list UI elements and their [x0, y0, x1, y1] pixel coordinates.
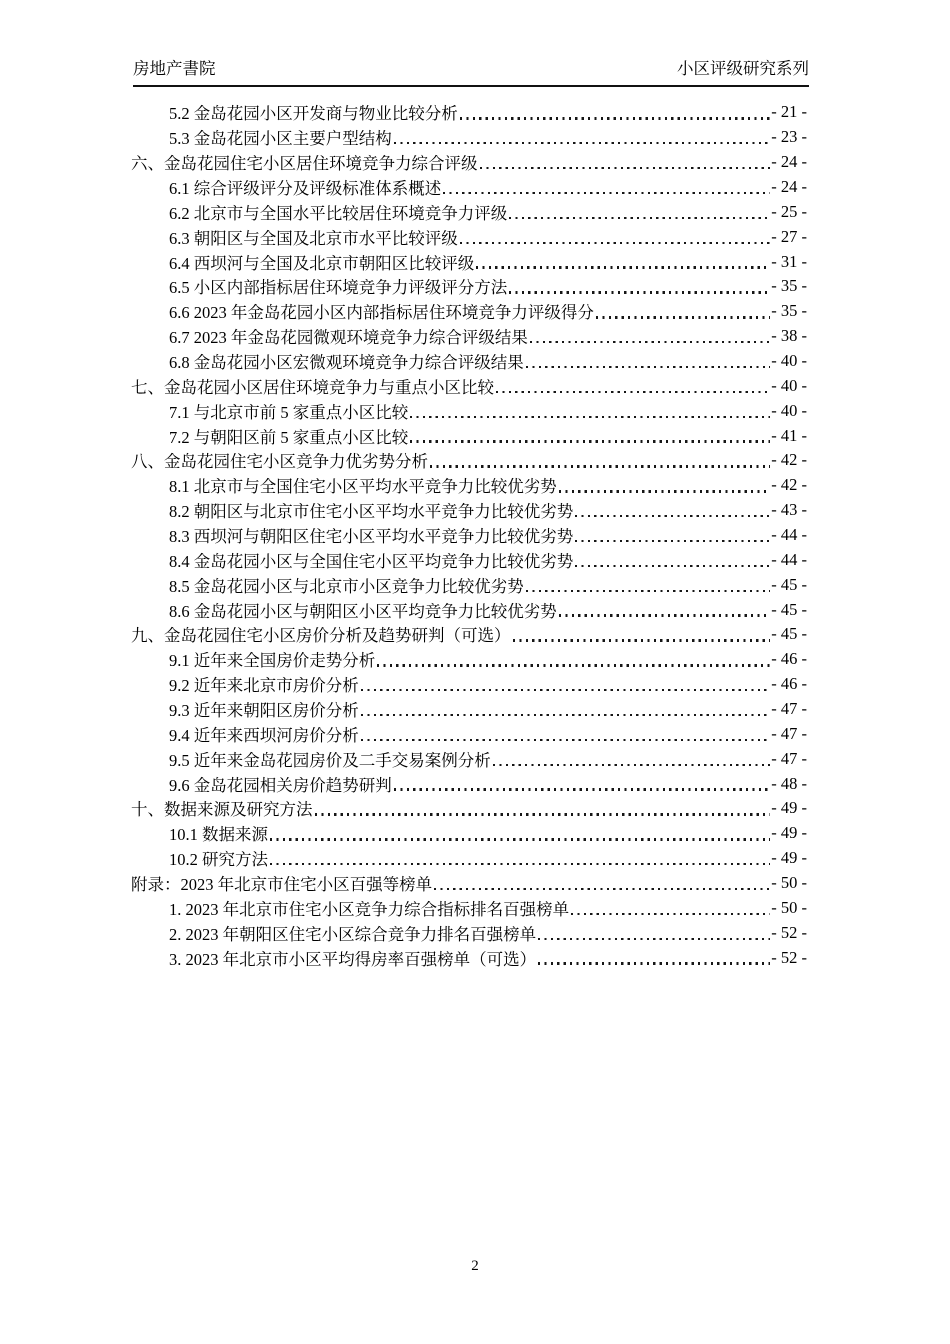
toc-entry-page: - 49 - — [771, 848, 807, 868]
page-header — [133, 59, 809, 87]
toc-entry-page: - 35 - — [771, 276, 807, 296]
toc-entry-label: 8.3 西坝河与朝阳区住宅小区平均水平竞争力比较优劣势 — [169, 527, 574, 547]
toc-entry[interactable] — [131, 746, 807, 771]
toc-entry-page: - 46 - — [771, 674, 807, 694]
toc-entry-page: - 25 - — [771, 201, 807, 221]
toc-entry-label: 9.5 近年来金岛花园房价及二手交易案例分析 — [169, 750, 491, 770]
toc-entry[interactable] — [131, 796, 807, 821]
toc-leader-dots — [480, 167, 771, 169]
toc-entry[interactable] — [131, 473, 807, 498]
toc-leader-dots — [526, 366, 771, 368]
toc-entry[interactable] — [131, 249, 807, 274]
toc-leader-dots — [410, 416, 770, 418]
toc-entry-label: 9.1 近年来全国房价走势分析 — [169, 651, 376, 671]
table-of-contents — [131, 100, 807, 970]
toc-leader-dots — [538, 938, 770, 940]
toc-entry-page: - 50 - — [771, 873, 807, 893]
toc-entry-label: 1. 2023 年北京市住宅小区竞争力综合指标排名百强榜单 — [169, 899, 570, 919]
toc-entry-page: - 47 - — [771, 748, 807, 768]
toc-entry-page: - 42 - — [771, 450, 807, 470]
toc-entry-label: 2. 2023 年朝阳区住宅小区综合竞争力排名百强榜单 — [169, 924, 537, 944]
toc-entry[interactable] — [131, 647, 807, 672]
toc-leader-dots — [394, 788, 771, 790]
toc-leader-dots — [361, 739, 771, 741]
toc-leader-dots — [394, 142, 771, 144]
toc-entry-page: - 38 - — [771, 326, 807, 346]
toc-leader-dots — [571, 913, 770, 915]
toc-entry[interactable] — [131, 349, 807, 374]
toc-entry-page: - 45 - — [771, 624, 807, 644]
toc-entry-label: 6.6 2023 年金岛花园小区内部指标居住环境竞争力评级得分 — [169, 303, 594, 323]
toc-entry[interactable] — [131, 846, 807, 871]
toc-entry-label: 6.3 朝阳区与全国及北京市水平比较评级 — [169, 228, 458, 248]
toc-entry[interactable] — [131, 622, 807, 647]
toc-entry-page: - 48 - — [771, 773, 807, 793]
toc-entry-label: 8.4 金岛花园小区与全国住宅小区平均竞争力比较优劣势 — [169, 551, 574, 571]
toc-leader-dots — [538, 962, 770, 964]
toc-entry[interactable] — [131, 896, 807, 921]
toc-entry[interactable] — [131, 299, 807, 324]
toc-leader-dots — [443, 192, 770, 194]
toc-entry[interactable] — [131, 224, 807, 249]
toc-leader-dots — [559, 614, 771, 616]
toc-leader-dots — [530, 341, 770, 343]
toc-entry-page: - 42 - — [771, 475, 807, 495]
toc-leader-dots — [460, 242, 771, 244]
toc-leader-dots — [509, 217, 770, 219]
toc-entry-label: 七、金岛花园小区居住环境竞争力与重点小区比较 — [131, 377, 494, 397]
toc-entry-label: 5.3 金岛花园小区主要户型结构 — [169, 129, 392, 149]
toc-entry[interactable] — [131, 373, 807, 398]
toc-leader-dots — [493, 764, 771, 766]
toc-entry-label: 6.2 北京市与全国水平比较居住环境竞争力评级 — [169, 203, 508, 223]
toc-entry-page: - 40 - — [771, 375, 807, 395]
toc-entry-label: 6.8 金岛花园小区宏微观环境竞争力综合评级结果 — [169, 353, 524, 373]
toc-entry-label: 8.1 北京市与全国住宅小区平均水平竞争力比较优劣势 — [169, 477, 557, 497]
toc-entry[interactable] — [131, 398, 807, 423]
toc-entry-label: 6.7 2023 年金岛花园微观环境竞争力综合评级结果 — [169, 328, 528, 348]
toc-entry[interactable] — [131, 821, 807, 846]
toc-entry-page: - 52 - — [771, 922, 807, 942]
toc-entry[interactable] — [131, 597, 807, 622]
toc-entry-page: - 46 - — [771, 649, 807, 669]
toc-entry-page: - 35 - — [771, 301, 807, 321]
toc-entry-page: - 41 - — [771, 425, 807, 445]
toc-entry-label: 9.3 近年来朝阳区房价分析 — [169, 701, 359, 721]
toc-entry-page: - 43 - — [771, 500, 807, 520]
toc-entry-label: 6.1 综合评级评分及评级标准体系概述 — [169, 179, 442, 198]
toc-entry[interactable] — [131, 721, 807, 746]
toc-entry[interactable] — [131, 547, 807, 572]
header-right-text: 小区评级研究系列 — [677, 59, 809, 78]
toc-leader-dots — [361, 714, 771, 716]
toc-entry-label: 7.1 与北京市前 5 家重点小区比较 — [169, 402, 409, 422]
toc-leader-dots — [476, 266, 770, 268]
toc-entry-page: - 52 - — [771, 947, 807, 967]
toc-entry[interactable] — [131, 175, 807, 200]
toc-entry-label: 6.4 西坝河与全国及北京市朝阳区比较评级 — [169, 253, 475, 273]
toc-entry-page: - 45 - — [771, 574, 807, 594]
toc-leader-dots — [559, 490, 771, 492]
toc-entry-label: 十、数据来源及研究方法 — [131, 800, 313, 820]
toc-entry-page: - 49 - — [771, 823, 807, 843]
toc-entry-label: 3. 2023 年北京市小区平均得房率百强榜单（可选） — [169, 949, 537, 969]
toc-entry-label: 8.6 金岛花园小区与朝阳区小区平均竞争力比较优劣势 — [169, 601, 557, 621]
toc-entry[interactable] — [131, 448, 807, 473]
toc-leader-dots — [526, 590, 771, 592]
toc-entry-page: - 40 - — [771, 351, 807, 371]
toc-entry[interactable] — [131, 274, 807, 299]
toc-entry[interactable] — [131, 672, 807, 697]
toc-leader-dots — [496, 391, 770, 393]
toc-entry-page: - 45 - — [771, 599, 807, 619]
toc-leader-dots — [575, 515, 770, 517]
toc-entry[interactable] — [131, 150, 807, 175]
toc-entry-label: 附录：2023 年北京市住宅小区百强等榜单 — [131, 875, 433, 895]
toc-entry-page: - 27 - — [771, 226, 807, 246]
toc-entry[interactable] — [131, 498, 807, 523]
toc-entry-page: - 23 - — [771, 127, 807, 147]
toc-entry-label: 6.5 小区内部指标居住环境竞争力评级评分方法 — [169, 278, 508, 298]
toc-leader-dots — [270, 863, 770, 865]
toc-leader-dots — [434, 888, 770, 890]
toc-entry-label: 六、金岛花园住宅小区居住环境竞争力综合评级 — [131, 154, 478, 174]
toc-leader-dots — [575, 540, 770, 542]
toc-entry-page: - 44 - — [771, 525, 807, 545]
toc-entry[interactable] — [131, 423, 807, 448]
toc-entry[interactable] — [131, 697, 807, 722]
toc-entry-label: 9.6 金岛花园相关房价趋势研判 — [169, 775, 392, 795]
toc-leader-dots — [430, 465, 770, 467]
toc-entry-page: - 49 - — [771, 798, 807, 818]
toc-leader-dots — [315, 813, 771, 815]
toc-entry[interactable] — [131, 523, 807, 548]
toc-entry-page: - 24 - — [771, 152, 807, 172]
toc-entry[interactable] — [131, 920, 807, 945]
toc-entry-page: - 24 - — [771, 177, 807, 196]
toc-leader-dots — [460, 117, 771, 119]
toc-entry-page: - 31 - — [771, 251, 807, 271]
toc-entry-label: 9.2 近年来北京市房价分析 — [169, 676, 359, 696]
toc-entry-label: 7.2 与朝阳区前 5 家重点小区比较 — [169, 427, 409, 447]
toc-entry-page: - 21 - — [771, 102, 807, 122]
toc-entry[interactable] — [131, 945, 807, 970]
toc-entry[interactable] — [131, 871, 807, 896]
toc-entry-label: 九、金岛花园住宅小区房价分析及趋势研判（可选） — [131, 626, 511, 646]
toc-entry-label: 10.2 研究方法 — [169, 850, 268, 870]
toc-leader-dots — [270, 838, 770, 840]
toc-leader-dots — [509, 291, 770, 293]
toc-leader-dots — [513, 639, 771, 641]
toc-entry-label: 9.4 近年来西坝河房价分析 — [169, 725, 359, 745]
toc-entry-label: 8.5 金岛花园小区与北京市小区竞争力比较优劣势 — [169, 576, 524, 596]
toc-entry-page: - 47 - — [771, 699, 807, 719]
page-number: 2 — [471, 1258, 479, 1274]
toc-entry[interactable] — [131, 100, 807, 125]
toc-leader-dots — [410, 440, 770, 442]
toc-entry-page: - 50 - — [771, 897, 807, 917]
toc-entry-label: 10.1 数据来源 — [169, 825, 268, 845]
toc-entry[interactable] — [131, 199, 807, 224]
toc-entry[interactable] — [131, 572, 807, 597]
toc-entry-label: 八、金岛花园住宅小区竞争力优劣势分析 — [131, 452, 428, 472]
toc-entry-label: 8.2 朝阳区与北京市住宅小区平均水平竞争力比较优劣势 — [169, 502, 574, 522]
toc-leader-dots — [361, 689, 771, 691]
toc-leader-dots — [575, 565, 770, 567]
toc-entry-page: - 47 - — [771, 723, 807, 743]
toc-entry[interactable] — [131, 771, 807, 796]
toc-leader-dots — [596, 316, 770, 318]
toc-entry-label: 5.2 金岛花园小区开发商与物业比较分析 — [169, 104, 458, 124]
toc-leader-dots — [377, 664, 770, 666]
toc-entry[interactable] — [131, 125, 807, 150]
toc-entry-page: - 44 - — [771, 549, 807, 569]
toc-entry-page: - 40 - — [771, 400, 807, 420]
header-left-text: 房地产書院 — [133, 59, 216, 78]
toc-entry[interactable] — [131, 324, 807, 349]
